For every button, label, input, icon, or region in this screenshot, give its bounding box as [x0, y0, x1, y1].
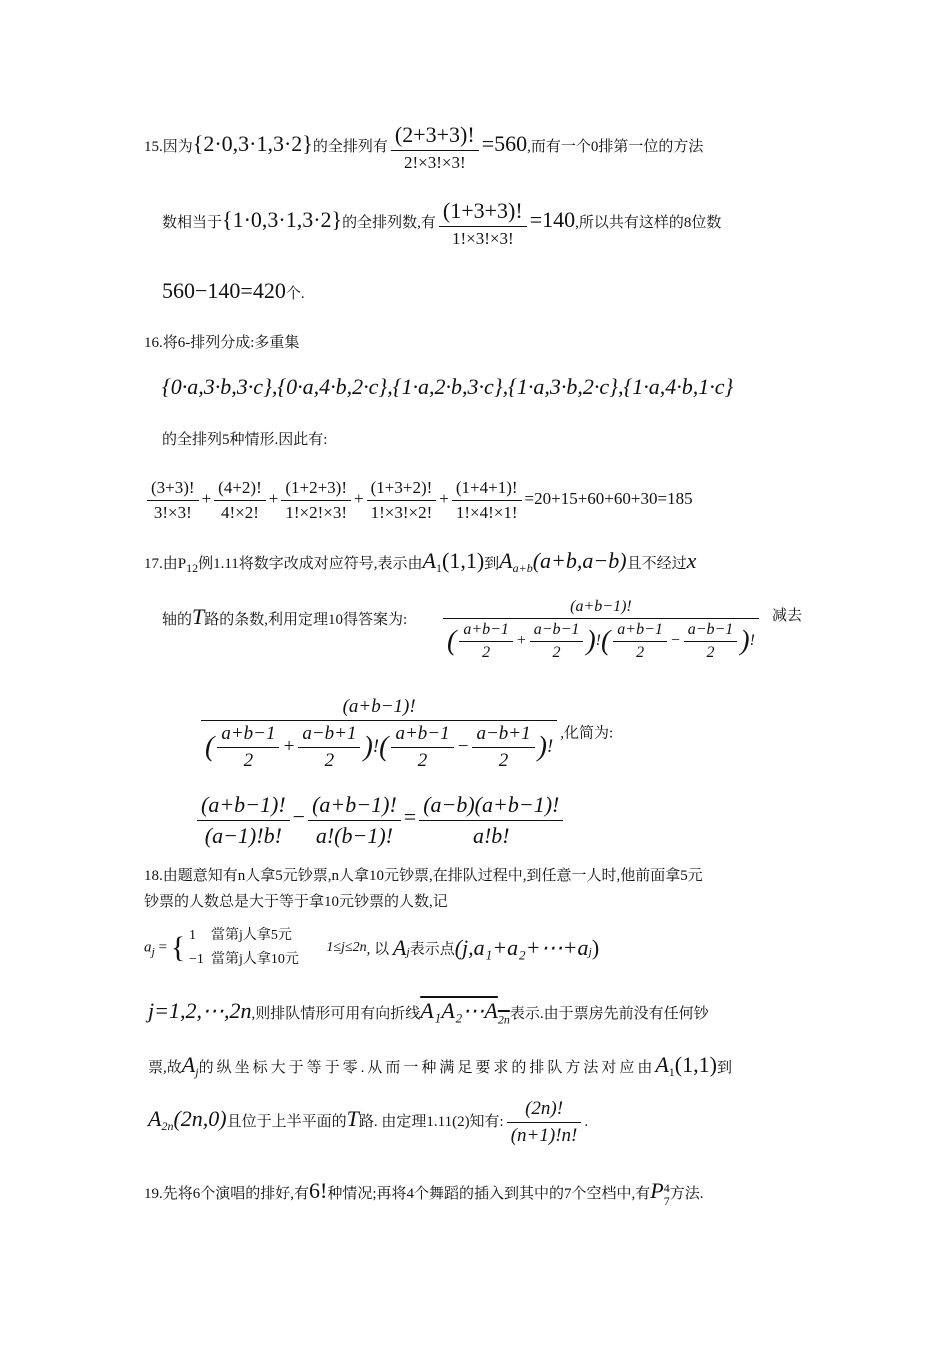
p16-frac-1-den: 3!×3! — [153, 503, 192, 522]
p18-line5 — [148, 1052, 732, 1080]
p18-intro: 18.由题意知有n人拿5元钞票,n人拿10元钞票,在排队过程中,到任意一人时,他前面拿5元 — [144, 868, 703, 884]
p18-l6-num: (2n)! — [507, 1098, 582, 1123]
p19-P-sub: 7 — [663, 1193, 670, 1208]
p18-l6-a: 且位于上半平面的 — [226, 1113, 347, 1130]
p17-axis: 轴的 — [162, 612, 193, 628]
p17-r3 — [419, 792, 563, 849]
p19-fact: 6! — [309, 1178, 328, 1203]
p17-line2 — [162, 604, 407, 630]
p18-line2 — [144, 890, 448, 911]
p17-x: x — [686, 548, 697, 573]
p18-l6-end: . — [584, 1113, 589, 1130]
p17-f2-d2b — [472, 723, 534, 772]
p18-line4 — [148, 998, 709, 1027]
p18-l6-den: (n+1)!n! — [510, 1125, 578, 1146]
p16-frac-3 — [281, 478, 351, 523]
p17-f1-d2b-den: 2 — [706, 644, 715, 661]
p18-l5-a: 票,故 — [148, 1060, 182, 1076]
p17-r3-den: a!b! — [472, 823, 510, 848]
p18-case-list — [189, 924, 299, 972]
p16-frac-2-num: (4+2)! — [214, 478, 266, 501]
p18-pt-sub: j — [588, 944, 592, 959]
p15-line3 — [162, 278, 305, 304]
p18-pt-end: ) — [591, 935, 600, 960]
p16-line2 — [162, 374, 733, 400]
p17-r3-num: (a−b)(a+b−1)! — [419, 792, 563, 821]
p16-frac-1 — [147, 478, 199, 523]
p18-path-text: ,则排队情形可用有向折线 — [251, 1006, 421, 1022]
p17-T: T — [192, 604, 205, 629]
p16-frac-3-num: (1+2+3)! — [281, 478, 351, 501]
p18-case2-text: 當第j人拿10元 — [210, 952, 299, 967]
p15-tail: ,而有一个0排第一位的方法 — [527, 138, 704, 155]
p16-cases: 的全排列5种情形.因此有: — [162, 432, 328, 448]
p17-f1-d1a-den: 2 — [482, 644, 491, 661]
p17-r2 — [308, 792, 401, 849]
p18-l5-Aj-sub: j — [195, 1065, 199, 1079]
p16-frac-1-num: (3+3)! — [147, 478, 199, 501]
p15-frac2-num: (1+3+3)! — [439, 198, 527, 227]
p18-aj: a — [144, 939, 152, 956]
p17-f2-d1a — [217, 723, 279, 772]
p17-f1-d1b — [530, 621, 584, 662]
p18-line4-tail: 表示.由于票房先前没有任何钞 — [509, 1006, 709, 1022]
p15-eq: =560 — [481, 130, 528, 156]
p18-l6-T: T — [346, 1105, 359, 1131]
p15-eq2: =140 — [529, 206, 576, 232]
p16-line3 — [162, 428, 327, 449]
p18-cases: $a_j$ = { 1 當第j人拿5元 −1 當第j人拿10元 1≤j≤2n, 以 $A_j$表示点$(j,a_1+a_2+\cdots+a_j)$ — [144, 924, 599, 972]
p17-ref: 17.由P — [144, 556, 187, 572]
p19-P: P — [650, 1178, 664, 1203]
p17-A2-sub: a+b — [512, 561, 533, 575]
p17-f2-d2b-den: 2 — [498, 750, 509, 771]
p16-frac-4 — [367, 478, 437, 523]
p16-frac-3-den: 1!×2!×3! — [285, 503, 348, 522]
p17-f2-d1b-num: a−b+1 — [298, 723, 360, 748]
p17-f1-d1a-num: a+b−1 — [459, 621, 513, 642]
p18-case1-val: 1 — [188, 928, 196, 943]
p18-l5-A1: A — [655, 1052, 669, 1077]
p17-minus: 减去 — [772, 608, 803, 624]
p17-A1-point: (1,1) — [442, 548, 485, 573]
p17-theorem: 路的条数,利用定理10得答案为: — [204, 612, 408, 628]
p18-case2-val: −1 — [188, 952, 204, 967]
p18-l6-frac — [507, 1098, 582, 1147]
p16-sum: $\frac{(3+3)!}{3!\times 3!}$ + $\frac{(4+2)!}{4!\times 2!}$ + $\frac{(1+2+3)!}{1!\times 2!\times 3!}$ + $\frac{(1+3+2)!}{1!\times 3!\times 2!}$ + $\frac{(1+4+1)!}{1!\times 4!\times 1!}$ =20+15+60+60+30=185 — [144, 478, 693, 523]
p18-intro2: 钞票的人数总是大于等于拿10元钞票的人数,记 — [144, 894, 448, 910]
p17-r1-den: (a−1)!b! — [204, 823, 282, 848]
p18-mid: , 以 — [366, 941, 390, 958]
p17-tail: 且不经过 — [626, 556, 687, 572]
p16-frac-5-num: (1+4+1)! — [452, 478, 522, 501]
p17-f1-d2b — [684, 621, 738, 662]
p16-result: =20+15+60+60+30=185 — [524, 488, 693, 508]
p15-result-tail: 个. — [285, 286, 305, 302]
p17-frac2 — [198, 696, 613, 772]
p17-f1-d2a-num: a+b−1 — [613, 621, 667, 642]
p18-Aj: A — [392, 935, 407, 960]
p18-aj-sub: j — [151, 944, 155, 959]
p15-line1 — [144, 122, 703, 173]
p17-f2-d2a — [391, 723, 453, 772]
p16-frac-2 — [214, 478, 266, 523]
p17-desc: 例1.11将数字改成对应符号,表示由 — [198, 556, 423, 572]
p17-r2-den: a!(b−1)! — [315, 823, 393, 848]
p16-sets: {0·a,3·b,3·c},{0·a,4·b,2·c},{1·a,2·b,3·c},{1·a,3·b,2·c},{1·a,4·b,1·c} — [162, 374, 734, 399]
p15-mid: 的全排列有 — [312, 138, 388, 155]
p17-frac1 — [440, 598, 762, 662]
p17-f2-d2a-num: a+b−1 — [391, 723, 453, 748]
p17-f1-d2a — [613, 621, 667, 662]
p17-f1 — [443, 598, 759, 662]
p17-f2-d1b — [298, 723, 360, 772]
p17-f2-d1a-den: 2 — [243, 750, 254, 771]
p18-pt-text: 表示点 — [409, 941, 455, 958]
p18-l5-Aj: A — [181, 1052, 196, 1077]
p17-f2 — [201, 696, 557, 772]
p17-minus-word — [772, 604, 802, 625]
p16-line1 — [144, 331, 299, 352]
p17-f1-den: ( $\frac{a+b-1}{2}$ + $\frac{a-b-1}{2}$ )!( $\frac{a+b-1}{2}$ − $\frac{a-b-1}{2}$ )! — [447, 621, 755, 661]
p18-l5-A1-sub: 1 — [668, 1065, 675, 1079]
p15-frac2-den: 1!×3!×3! — [451, 229, 514, 248]
p15-frac-num: (2+3+3)! — [391, 122, 479, 151]
p18-pt: (j,a₁+a₂+⋯+a — [454, 935, 589, 960]
p19-b: 种情况;再将4个舞蹈的插入到其中的7个空档中,有 — [327, 1186, 651, 1202]
p17-A2-point: (a+b,a−b) — [532, 548, 627, 573]
p17-to: 到 — [484, 556, 500, 572]
p17-line1 — [144, 548, 696, 576]
p15-set2: {1·0,3·1,3·2} — [222, 206, 343, 232]
p16-intro: 16.将6-排列分成:多重集 — [144, 335, 300, 351]
p18-path-sub: 2n — [497, 1012, 510, 1027]
p15-prefix: 15.因为 — [144, 138, 193, 155]
p16-frac-4-num: (1+3+2)! — [367, 478, 437, 501]
p15-fraction2 — [439, 198, 527, 249]
p18-l6-b: 路. 由定理1.11(2)知有: — [358, 1113, 504, 1130]
p16-frac-5-den: 1!×4!×1! — [455, 503, 518, 522]
p16-frac-4-den: 1!×3!×2! — [370, 503, 433, 522]
p15-line2-prefix: 数相当于 — [162, 214, 223, 231]
p17-f2-d2a-den: 2 — [417, 750, 428, 771]
p17-A1-sub: 1 — [436, 561, 442, 575]
p15-result: 560−140=420 — [162, 278, 286, 303]
p17-f1-d1b-den: 2 — [552, 644, 561, 661]
p19-c: 方法. — [669, 1186, 704, 1202]
p18-Aj-sub: j — [406, 944, 410, 959]
p17-result: $\frac{(a+b-1)!}{(a-1)!b!}$ − $\frac{(a+b-1)!}{a!(b-1)!}$ = $\frac{(a-b)(a+b-1)!}{a!b!}$ — [194, 792, 566, 849]
p17-f1-d1a — [459, 621, 513, 662]
p18-l6-A: A — [148, 1105, 162, 1131]
p17-f2-d1a-num: a+b−1 — [217, 723, 279, 748]
p17-f1-d1b-num: a−b−1 — [530, 621, 584, 642]
p18-l5-to: 到 — [716, 1060, 732, 1076]
p18-l6-pt: (2n,0) — [173, 1105, 227, 1131]
p15-fraction — [391, 122, 479, 173]
p17-A1: A — [422, 548, 436, 573]
p15-set: {2·0,3·1,3·2} — [192, 130, 313, 156]
p15-line2 — [162, 198, 721, 249]
p18-path — [420, 998, 510, 1027]
p16-frac-2-den: 4!×2! — [221, 503, 259, 522]
p18-line6 — [148, 1098, 588, 1147]
p18-path-main: A₁A₂⋯A — [420, 998, 498, 1023]
p19-P-sup: 4 — [663, 1180, 670, 1195]
p17-f1-d2b-num: a−b−1 — [684, 621, 738, 642]
p19-a: 19.先将6个演唱的排好,有 — [144, 1186, 310, 1202]
p18-j-range: j=1,2,⋯,2n — [148, 998, 252, 1023]
p17-f2-d1b-den: 2 — [324, 750, 335, 771]
p16-frac-5 — [452, 478, 522, 523]
p17-f1-d2a-den: 2 — [636, 644, 645, 661]
p18-range: 1≤j≤2n — [326, 940, 367, 955]
p18-case1-text: 當第j人拿5元 — [210, 928, 292, 943]
p17-A2: A — [499, 548, 513, 573]
p15-tail2: ,所以共有这样的8位数 — [575, 214, 722, 231]
p18-l5-b: 的纵坐标大于等于零.从而一种满足要求的排队方法对应由 — [198, 1060, 656, 1076]
p15-frac-den: 2!×3!×3! — [403, 153, 466, 172]
p17-r1-num: (a+b−1)! — [197, 792, 290, 821]
p17-f2-d2b-num: a−b+1 — [472, 723, 534, 748]
p18-l6-A-sub: 2n — [161, 1118, 174, 1133]
p15-mid2: 的全排列数,有 — [342, 214, 436, 231]
p17-f2-num: (a+b−1)! — [201, 696, 557, 721]
p17-simplify: ,化简为: — [560, 725, 614, 742]
p17-ref-sub: 12 — [186, 561, 199, 575]
p17-r2-num: (a+b−1)! — [308, 792, 401, 821]
p17-r1 — [197, 792, 290, 849]
p17-f2-den: ( $\frac{a+b-1}{2}$ + $\frac{a-b+1}{2}$ )!( $\frac{a+b-1}{2}$ − $\frac{a-b+1}{2}$ )! — [205, 723, 554, 771]
p19-line — [144, 1178, 703, 1208]
p18-line1 — [144, 864, 703, 885]
p17-f1-num: (a+b−1)! — [443, 598, 759, 619]
p18-l5-pt: (1,1) — [674, 1052, 717, 1077]
